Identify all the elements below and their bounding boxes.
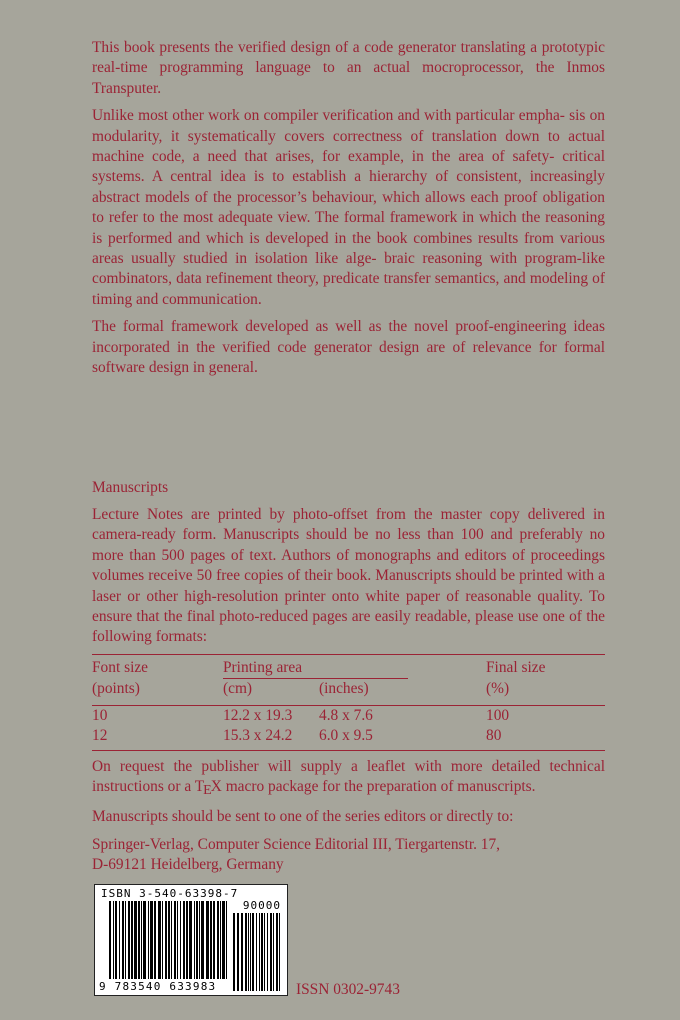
blurb-paragraph-2: Unlike most other work on compiler verification and with particular empha- sis on modularity, it systematically covers correctness of translation down to actual machine code, a need that arises, for example, in the area of safety- critical systems. A central idea is to establish a hierarchy of consistent, increasingly abstract models of the processor’s behaviour, which allows each proof obligation to refer to the most adequate view. The formal framework in which the reasoning is performed and which is developed in the book combines results from various areas usually studied in isolation like alge- braic reasoning with program-like combinators, data refinement theory, predicate transfer semantics, and modeling of timing and communication. — [92, 107, 605, 308]
header-inches: (inches) — [319, 679, 369, 697]
table-row — [92, 726, 605, 746]
addon-bar — [256, 913, 257, 991]
addon-bar — [279, 913, 280, 991]
table-row — [92, 706, 605, 726]
addon-bar — [273, 913, 274, 991]
row-1-inches: 4.8 x 7.6 — [319, 706, 373, 724]
row-2-cm: 15.3 x 24.2 — [223, 726, 293, 744]
addon-bar — [250, 913, 251, 991]
addon-bar — [270, 913, 272, 991]
barcode-bar — [206, 901, 209, 979]
barcode-bar — [150, 901, 153, 979]
barcode-bar — [210, 901, 212, 979]
send-to-text: Manuscripts should be sent to one of the series editors or directly to: — [92, 807, 514, 825]
addon-bar — [267, 913, 268, 991]
ean-number: 9 783540 633983 — [99, 980, 217, 993]
addon-bar — [241, 913, 243, 991]
manuscripts-section — [92, 478, 605, 876]
barcode-bar — [125, 901, 126, 979]
addon-bar — [276, 913, 278, 991]
table-bottom-rule — [92, 750, 605, 751]
row-1-points: 10 — [92, 706, 108, 724]
header-points: (points) — [92, 679, 140, 697]
barcode-bar — [174, 901, 176, 979]
address-line-2: D-69121 Heidelberg, Germany — [92, 856, 284, 874]
barcode-bar — [138, 901, 140, 979]
barcode-bar — [134, 901, 137, 979]
barcode-bar — [128, 901, 130, 979]
header-printing-area: Printing area — [223, 658, 303, 676]
format-table — [92, 658, 605, 746]
row-1-final: 100 — [486, 706, 510, 724]
barcode-bar — [199, 901, 200, 979]
barcode-bar — [217, 901, 219, 979]
barcode-bar — [177, 901, 178, 979]
blurb-paragraph-1: This book presents the verified design of a code generator translating a prototypic real-time programming language to an actual mocroprocessor, the Inmos Transputer. — [92, 39, 605, 97]
header-final-size: Final size — [486, 658, 546, 676]
barcode-bar — [122, 901, 124, 979]
barcode-bar — [201, 901, 204, 979]
addon-bar — [252, 913, 254, 991]
barcode-bar — [196, 901, 198, 979]
addon-bar — [261, 913, 263, 991]
barcode-bar — [119, 901, 120, 979]
addon-bar — [259, 913, 260, 991]
barcode-bar — [162, 901, 163, 979]
publisher-address — [92, 835, 605, 876]
barcode-bar — [183, 901, 185, 979]
barcode-bar — [115, 901, 117, 979]
row-1-cm: 12.2 x 19.3 — [223, 706, 293, 724]
row-2-final: 80 — [486, 726, 502, 744]
address-line-1: Springer-Verlag, Computer Science Editorial III, Tiergartenstr. 17, — [92, 836, 501, 854]
barcode-bar — [213, 901, 215, 979]
barcode-bar — [186, 901, 188, 979]
barcode-bar — [143, 901, 146, 979]
manuscripts-intro: Lecture Notes are printed by photo-offset from the master copy delivered in camera-ready form. Manuscripts should be no less than 100 and preferably no more than 500 pages of text. Authors of monographs and editors of proceedings volumes receive 50 free copies of their book. Manuscripts should be printed with a laser or other high-resolution printer onto white paper of reasonable quality. To ensure that the final photo-reduced pages are easily readable, please use one of the following formats: — [92, 506, 605, 646]
barcode-bar — [194, 901, 195, 979]
barcode-bar — [158, 901, 161, 979]
addon-bar — [233, 913, 235, 991]
barcode-addon-number: 90000 — [242, 899, 281, 912]
addon-bar — [237, 913, 239, 991]
barcode-bar — [180, 901, 181, 979]
header-percent: (%) — [486, 679, 510, 697]
request-text: On request the publisher will supply a leaflet with more detailed technical instructions or a TEX macro package for the preparation of manuscripts. — [92, 757, 605, 799]
barcode-bar — [131, 901, 133, 979]
barcode-bar — [141, 901, 142, 979]
barcode-bar — [165, 901, 167, 979]
addon-bar — [245, 913, 247, 991]
blurb-paragraph-3: The formal framework developed as well as the novel proof-engineering ideas incorporated in the verified code generator design are of relevance for formal software design in general. — [92, 318, 605, 377]
issn-label: ISSN 0302-9743 — [296, 981, 400, 998]
barcode-bar — [220, 901, 221, 979]
tex-logo: TEX — [194, 778, 222, 799]
addon-bar — [264, 913, 265, 991]
table-top-rule — [92, 654, 605, 655]
barcode-bar — [148, 901, 149, 979]
row-2-points: 12 — [92, 726, 108, 744]
barcode-bar — [113, 901, 114, 979]
blurb — [92, 38, 605, 386]
row-2-inches: 6.0 x 9.5 — [319, 726, 373, 744]
isbn-label: ISBN 3-540-63398-7 — [101, 887, 239, 900]
barcode-bar — [222, 901, 225, 979]
barcode-bar — [154, 901, 156, 979]
addon-bar — [248, 913, 249, 991]
header-font-size: Font size — [92, 658, 149, 676]
barcode-bar — [189, 901, 192, 979]
isbn-barcode — [94, 884, 288, 996]
barcode-bar — [168, 901, 170, 979]
manuscripts-heading: Manuscripts — [92, 479, 169, 496]
barcode-bar — [226, 901, 227, 979]
header-cm: (cm) — [223, 679, 253, 697]
barcode-bar — [109, 901, 111, 979]
barcode-bars — [95, 885, 287, 995]
barcode-bar — [171, 901, 172, 979]
